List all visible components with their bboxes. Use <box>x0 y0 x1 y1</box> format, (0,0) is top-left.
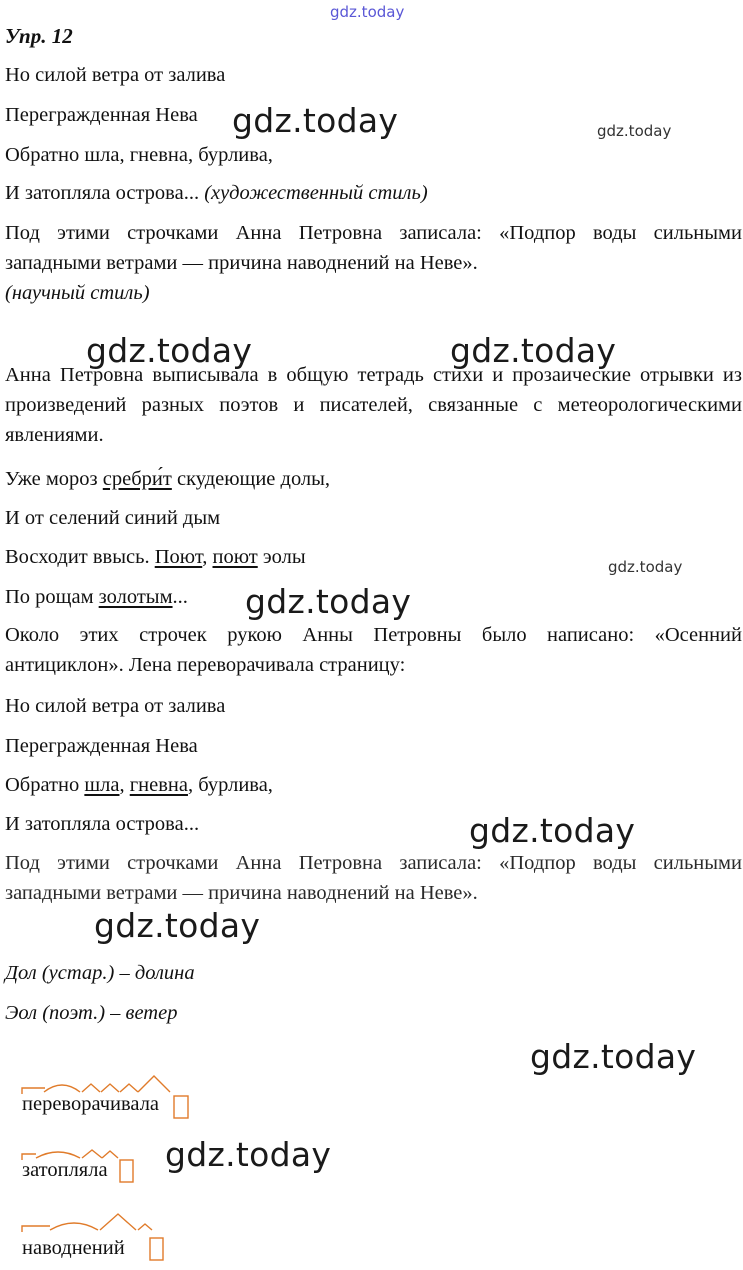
watermark: gdz.today <box>165 1135 332 1174</box>
watermark: gdz.today <box>469 811 636 850</box>
text: , <box>202 546 213 568</box>
morpheme-word: наводнений <box>22 1237 125 1259</box>
paragraph: Анна Петровна выписывала в общую тетрадь стихи и прозаические отрывки из произведений разных поэтов и писателей, связанные с метеорологическими явлениями. <box>5 364 742 446</box>
underlined-word: гневна <box>129 774 188 796</box>
suffix-mark <box>138 1224 152 1230</box>
text: По рощам <box>5 586 99 608</box>
underlined-word: шла <box>84 774 120 796</box>
paragraph-text: Под этими строчками Анна Петровна записала: «Подпор воды сильными западными ветрами — причина наводнений на Неве». <box>5 222 742 274</box>
poem-line <box>5 585 188 609</box>
poem-line: Но силой ветра от залива <box>5 695 226 717</box>
watermark: gdz.today <box>86 331 253 370</box>
poem-line-text: И затопляла острова... <box>5 182 200 204</box>
paragraph: Около этих строчек рукою Анны Петровны было написано: «Осенний антициклон». Лена переворачивала страницу: <box>5 624 742 676</box>
paragraph-note: Под этими строчками Анна Петровна записала: «Подпор воды сильными западными ветрами — причина наводнений на Неве». <box>5 852 742 904</box>
suffix-mark <box>100 1214 136 1230</box>
glossary-entry: Дол (устар.) – долина <box>5 962 195 984</box>
suffix-mark <box>120 1084 138 1092</box>
text: эолы <box>257 546 306 568</box>
watermark: gdz.today <box>245 582 412 621</box>
root-arc <box>44 1085 80 1092</box>
suffix-mark <box>82 1084 100 1092</box>
poem-line <box>5 545 306 569</box>
watermark: gdz.today <box>450 331 617 370</box>
suffix-mark <box>138 1076 170 1092</box>
glossary-entry: Эол (поэт.) – ветер <box>5 1002 178 1024</box>
poem-line: И затопляла острова... <box>5 813 200 835</box>
style-note: (художественный стиль) <box>204 182 428 204</box>
poem-line <box>5 181 428 205</box>
text: Уже мороз <box>5 468 103 490</box>
watermark: gdz.today <box>530 1037 697 1076</box>
paragraph-note <box>5 218 742 308</box>
morpheme-analysis <box>0 1070 300 1140</box>
prefix-mark <box>22 1226 50 1232</box>
root-arc <box>50 1223 98 1230</box>
suffix-mark <box>82 1150 102 1158</box>
morpheme-word: переворачивала <box>22 1093 160 1115</box>
text: Обратно <box>5 774 85 796</box>
text: Восходит ввысь. <box>5 546 155 568</box>
text: , бурлива, <box>187 774 273 796</box>
watermark-top: gdz.today <box>330 3 405 21</box>
exercise-title: Упр. 12 <box>5 24 73 48</box>
morpheme-word: затопляла <box>22 1159 108 1181</box>
style-note: (научный стиль) <box>5 282 150 304</box>
poem-line: Обратно шла, гневна, бурлива, <box>5 144 273 166</box>
watermark-small: gdz.today <box>608 558 683 576</box>
root-arc <box>36 1152 80 1158</box>
watermark-small: gdz.today <box>597 122 672 140</box>
ending-box <box>120 1160 133 1182</box>
poem-line: И от селений синий дым <box>5 507 221 529</box>
text: скудеющие долы, <box>171 468 331 490</box>
watermark: gdz.today <box>232 101 399 140</box>
underlined-word: Поют <box>154 546 203 568</box>
poem-line <box>5 467 330 491</box>
poem-line: Но силой ветра от залива <box>5 64 226 86</box>
ending-box <box>174 1096 188 1118</box>
poem-line: Перегражденная Нева <box>5 104 198 126</box>
suffix-mark <box>101 1084 119 1092</box>
morpheme-analysis <box>0 1200 300 1270</box>
text: , <box>119 774 130 796</box>
poem-line: Перегражденная Нева <box>5 735 198 757</box>
text: ... <box>172 586 188 608</box>
ending-box <box>150 1238 163 1260</box>
poem-line <box>5 773 273 797</box>
underlined-word: золотым <box>98 586 173 608</box>
underlined-word: поют <box>212 546 258 568</box>
suffix-mark <box>102 1151 118 1158</box>
watermark: gdz.today <box>94 906 261 945</box>
underlined-word: сребри́т <box>102 468 172 490</box>
